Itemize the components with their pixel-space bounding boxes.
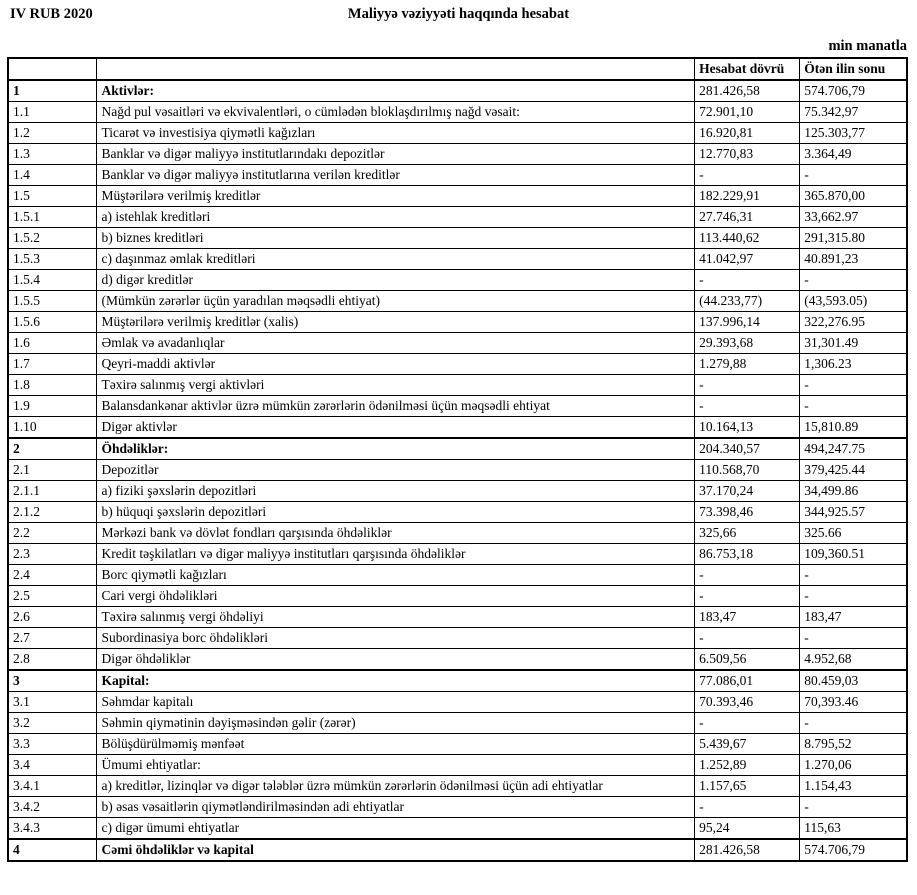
current-period-cell: - [695,565,800,586]
row-label-cell: Ticarət və investisiya qiymətli kağızları [97,123,695,144]
row-number-cell: 3.3 [8,734,97,755]
table-header-row [8,58,907,80]
previous-period-cell: - [800,270,907,291]
previous-period-cell: 1,306.23 [800,354,907,375]
row-label-cell: Müştərilərə verilmiş kreditlər (xalis) [97,312,695,333]
table-row [8,123,907,144]
row-number-cell: 1.1 [8,102,97,123]
previous-period-cell: 574.706,79 [800,839,907,861]
current-period-cell: 113.440,62 [695,228,800,249]
current-period-cell: 1.252,89 [695,755,800,776]
table-row [8,649,907,671]
table-row [8,481,907,502]
row-number-cell: 2.1.2 [8,502,97,523]
row-number-cell: 1.8 [8,375,97,396]
report-period: IV RUB 2020 [10,6,93,22]
row-number-cell: 2.5 [8,586,97,607]
current-period-cell: - [695,797,800,818]
previous-period-cell: - [800,565,907,586]
table-row [8,586,907,607]
table-row [8,544,907,565]
row-label-cell: Qeyri-maddi aktivlər [97,354,695,375]
header-current-period: Hesabat dövrü [695,58,800,80]
table-row [8,375,907,396]
row-label-cell: a) istehlak kreditləri [97,207,695,228]
table-row [8,776,907,797]
current-period-cell: 1.157,65 [695,776,800,797]
table-row [8,333,907,354]
current-period-cell: 12.770,83 [695,144,800,165]
row-label-cell: Bölüşdürülməmiş mənfəət [97,734,695,755]
previous-period-cell: 80.459,03 [800,670,907,692]
current-period-cell: 77.086,01 [695,670,800,692]
row-number-cell: 2.1 [8,460,97,481]
row-number-cell: 1.4 [8,165,97,186]
current-period-cell: 41.042,97 [695,249,800,270]
row-label-cell: b) əsas vəsaitlərin qiymətləndirilməsindən adi ehtiyatlar [97,797,695,818]
previous-period-cell: 15,810.89 [800,417,907,439]
table-row [8,249,907,270]
previous-period-cell: 1.270,06 [800,755,907,776]
row-label-cell: d) digər kreditlər [97,270,695,291]
current-period-cell: 72.901,10 [695,102,800,123]
table-row [8,102,907,123]
previous-period-cell: 75.342,97 [800,102,907,123]
row-label-cell: (Mümkün zərərlər üçün yaradılan məqsədli ehtiyat) [97,291,695,312]
row-label-cell: Aktivlər: [97,80,695,102]
row-number-cell: 2 [8,438,97,460]
table-row [8,80,907,102]
table-row [8,291,907,312]
current-period-cell: 281.426,58 [695,80,800,102]
unit-note: min manatla [828,38,907,54]
previous-period-cell: 291,315.80 [800,228,907,249]
previous-period-cell: 183,47 [800,607,907,628]
table-row [8,417,907,439]
table-row [8,396,907,417]
row-label-cell: Müştərilərə verilmiş kreditlər [97,186,695,207]
row-number-cell: 1.3 [8,144,97,165]
table-row [8,628,907,649]
current-period-cell: 37.170,24 [695,481,800,502]
previous-period-cell: - [800,396,907,417]
current-period-cell: 86.753,18 [695,544,800,565]
report-title: Maliyyə vəziyyəti haqqında hesabat [347,6,570,22]
row-number-cell: 3.4.3 [8,818,97,840]
previous-period-cell: 325.66 [800,523,907,544]
previous-period-cell: 34,499.86 [800,481,907,502]
row-number-cell: 1.5.1 [8,207,97,228]
row-label-cell: Nağd pul vəsaitləri və ekvivalentləri, o cümlədən bloklaşdırılmış nağd vəsait: [97,102,695,123]
current-period-cell: 325,66 [695,523,800,544]
current-period-cell: - [695,713,800,734]
current-period-cell: 1.279,88 [695,354,800,375]
table-row [8,755,907,776]
table-row [8,523,907,544]
previous-period-cell: 125.303,77 [800,123,907,144]
table-row [8,354,907,375]
row-label-cell: Təxirə salınmış vergi öhdəliyi [97,607,695,628]
current-period-cell: 204.340,57 [695,438,800,460]
row-number-cell: 1.5 [8,186,97,207]
current-period-cell: (44.233,77) [695,291,800,312]
table-row [8,228,907,249]
current-period-cell: - [695,270,800,291]
current-period-cell: - [695,396,800,417]
row-label-cell: Səhmdar kapitalı [97,692,695,713]
table-row [8,270,907,291]
previous-period-cell: 115,63 [800,818,907,840]
previous-period-cell: - [800,375,907,396]
row-number-cell: 4 [8,839,97,861]
previous-period-cell: 494,247.75 [800,438,907,460]
row-number-cell: 3.2 [8,713,97,734]
table-row [8,186,907,207]
table-row [8,839,907,861]
previous-period-cell: - [800,586,907,607]
table-row [8,565,907,586]
current-period-cell: 16.920,81 [695,123,800,144]
table-row [8,502,907,523]
row-label-cell: Depozitlər [97,460,695,481]
row-number-cell: 1.5.5 [8,291,97,312]
row-number-cell: 1.5.6 [8,312,97,333]
row-label-cell: Banklar və digər maliyyə institutlarındakı depozitlər [97,144,695,165]
current-period-cell: 70.393,46 [695,692,800,713]
previous-period-cell: - [800,628,907,649]
table-row [8,144,907,165]
previous-period-cell: 322,276.95 [800,312,907,333]
row-number-cell: 3 [8,670,97,692]
row-number-cell: 1.2 [8,123,97,144]
row-label-cell: Cəmi öhdəliklər və kapital [97,839,695,861]
row-number-cell: 3.4.1 [8,776,97,797]
row-number-cell: 2.1.1 [8,481,97,502]
row-number-cell: 3.1 [8,692,97,713]
row-number-cell: 2.2 [8,523,97,544]
current-period-cell: - [695,375,800,396]
header-previous-period: Ötən ilin sonu [800,58,907,80]
row-label-cell: Borc qiymətli kağızları [97,565,695,586]
current-period-cell: 183,47 [695,607,800,628]
table-row [8,438,907,460]
table-row [8,692,907,713]
previous-period-cell: 344,925.57 [800,502,907,523]
row-label-cell: c) digər ümumi ehtiyatlar [97,818,695,840]
row-label-cell: Kredit təşkilatları və digər maliyyə institutları qarşısında öhdəliklər [97,544,695,565]
current-period-cell: 6.509,56 [695,649,800,671]
table-row [8,797,907,818]
table-row [8,165,907,186]
table-row [8,460,907,481]
previous-period-cell: 365.870,00 [800,186,907,207]
row-label-cell: Mərkəzi bank və dövlət fondları qarşısında öhdəliklər [97,523,695,544]
current-period-cell: 73.398,46 [695,502,800,523]
row-number-cell: 2.4 [8,565,97,586]
header-label-cell [97,58,695,80]
current-period-cell: 137.996,14 [695,312,800,333]
current-period-cell: 281.426,58 [695,839,800,861]
row-number-cell: 2.6 [8,607,97,628]
row-number-cell: 1.5.2 [8,228,97,249]
row-number-cell: 2.8 [8,649,97,671]
row-number-cell: 1.10 [8,417,97,439]
previous-period-cell: 109,360.51 [800,544,907,565]
row-label-cell: Səhmin qiymətinin dəyişməsindən gəlir (zərər) [97,713,695,734]
current-period-cell: - [695,586,800,607]
current-period-cell: 27.746,31 [695,207,800,228]
row-label-cell: Subordinasiya borc öhdəlikləri [97,628,695,649]
current-period-cell: 5.439,67 [695,734,800,755]
previous-period-cell: (43,593.05) [800,291,907,312]
row-number-cell: 3.4 [8,755,97,776]
row-label-cell: Kapital: [97,670,695,692]
row-number-cell: 2.7 [8,628,97,649]
table-row [8,312,907,333]
table-row [8,607,907,628]
table-row [8,713,907,734]
row-label-cell: Ümumi ehtiyatlar: [97,755,695,776]
row-number-cell: 1.6 [8,333,97,354]
table-row [8,818,907,840]
previous-period-cell: 33,662.97 [800,207,907,228]
previous-period-cell: - [800,165,907,186]
report-header [0,0,917,30]
row-label-cell: Cari vergi öhdəlikləri [97,586,695,607]
header-number-cell [8,58,97,80]
row-label-cell: b) biznes kreditləri [97,228,695,249]
current-period-cell: 10.164,13 [695,417,800,439]
row-label-cell: Öhdəliklər: [97,438,695,460]
current-period-cell: 95,24 [695,818,800,840]
previous-period-cell: 379,425.44 [800,460,907,481]
row-number-cell: 3.4.2 [8,797,97,818]
row-label-cell: b) hüquqi şəxslərin depozitləri [97,502,695,523]
previous-period-cell: - [800,713,907,734]
previous-period-cell: 4.952,68 [800,649,907,671]
row-label-cell: Təxirə salınmış vergi aktivləri [97,375,695,396]
table-row [8,670,907,692]
previous-period-cell: 3.364,49 [800,144,907,165]
row-label-cell: a) kreditlər, lizinqlər və digər tələblər üzrə mümkün zərərlərin ödənilməsi üçün adi ehtiyatlar [97,776,695,797]
previous-period-cell: 70,393.46 [800,692,907,713]
row-label-cell: Digər aktivlər [97,417,695,439]
row-label-cell: Əmlak və avadanlıqlar [97,333,695,354]
previous-period-cell: 40.891,23 [800,249,907,270]
row-number-cell: 1.5.3 [8,249,97,270]
row-label-cell: Banklar və digər maliyyə institutlarına verilən kreditlər [97,165,695,186]
row-number-cell: 1 [8,80,97,102]
current-period-cell: 29.393,68 [695,333,800,354]
previous-period-cell: 574.706,79 [800,80,907,102]
row-number-cell: 2.3 [8,544,97,565]
row-label-cell: Digər öhdəliklər [97,649,695,671]
table-row [8,207,907,228]
row-label-cell: c) daşınmaz əmlak kreditləri [97,249,695,270]
row-number-cell: 1.9 [8,396,97,417]
current-period-cell: - [695,165,800,186]
financial-position-table [7,57,908,862]
previous-period-cell: - [800,797,907,818]
table-row [8,734,907,755]
previous-period-cell: 1.154,43 [800,776,907,797]
current-period-cell: 110.568,70 [695,460,800,481]
current-period-cell: 182.229,91 [695,186,800,207]
row-number-cell: 1.7 [8,354,97,375]
previous-period-cell: 8.795,52 [800,734,907,755]
current-period-cell: - [695,628,800,649]
row-label-cell: a) fiziki şəxslərin depozitləri [97,481,695,502]
row-number-cell: 1.5.4 [8,270,97,291]
previous-period-cell: 31,301.49 [800,333,907,354]
row-label-cell: Balansdankənar aktivlər üzrə mümkün zərərlərin ödənilməsi üçün məqsədli ehtiyat [97,396,695,417]
